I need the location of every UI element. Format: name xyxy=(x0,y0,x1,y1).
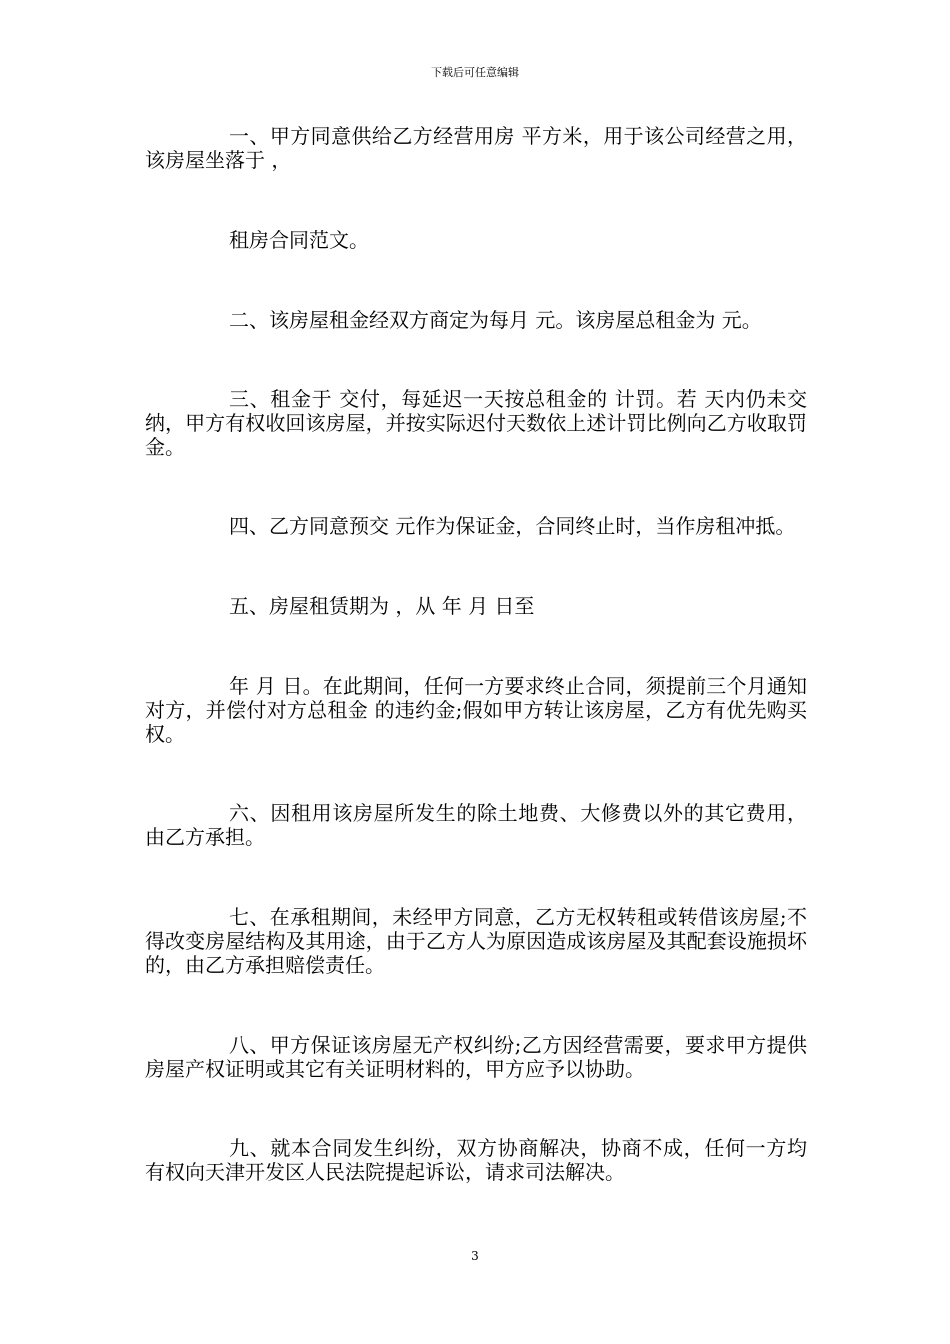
clause-9: 九、就本合同发生纠纷，双方协商解决，协商不成，任何一方均有权向天津开发区人民法院提起诉讼，请求司法解决。 xyxy=(145,1136,807,1184)
contract-sample-line: 租房合同范文。 xyxy=(229,228,369,252)
clause-8: 八、甲方保证该房屋无产权纠纷;乙方因经营需要，要求甲方提供房屋产权证明或其它有关证明材料的，甲方应予以协助。 xyxy=(145,1033,807,1081)
clause-1: 一、甲方同意供给乙方经营用房 平方米，用于该公司经营之用，该房屋坐落于 ， xyxy=(145,124,807,172)
page-number: 3 xyxy=(471,1249,479,1263)
clause-7: 七、在承租期间，未经甲方同意，乙方无权转租或转借该房屋;不得改变房屋结构及其用途，由于乙方人为原因造成该房屋及其配套设施损坏的，由乙方承担赔偿责任。 xyxy=(145,905,807,977)
clause-6: 六、因租用该房屋所发生的除土地费、大修费以外的其它费用，由乙方承担。 xyxy=(145,801,807,849)
clause-5-continued: 年 月 日。在此期间，任何一方要求终止合同，须提前三个月通知对方，并偿付对方总租金 的违约金;假如甲方转让该房屋，乙方有优先购买权。 xyxy=(145,674,807,746)
page-header: 下载后可任意编辑 xyxy=(431,66,519,79)
document-body xyxy=(145,124,807,1184)
clause-3: 三、租金于 交付，每延迟一天按总租金的 计罚。若 天内仍未交纳，甲方有权收回该房屋，并按实际迟付天数依上述计罚比例向乙方收取罚金。 xyxy=(145,387,807,459)
clause-2: 二、该房屋租金经双方商定为每月 元。该房屋总租金为 元。 xyxy=(229,308,762,332)
clause-5: 五、房屋租赁期为 ，从 年 月 日至 xyxy=(229,594,535,618)
clause-4: 四、乙方同意预交 元作为保证金，合同终止时，当作房租冲抵。 xyxy=(229,514,796,538)
